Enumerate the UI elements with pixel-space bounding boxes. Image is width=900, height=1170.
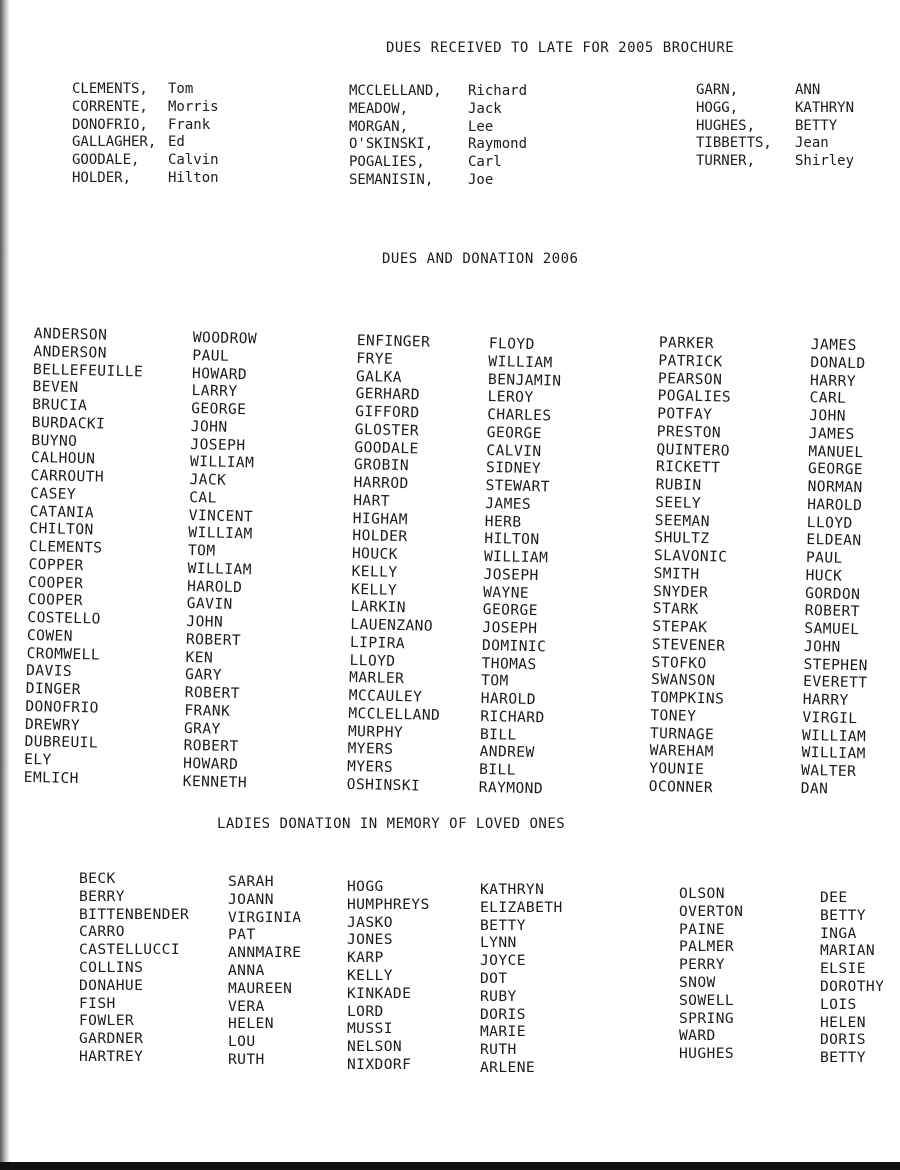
surname: MYERS [347,740,394,759]
first-name: KENNETH [182,772,248,792]
first-name: DOROTHY [820,977,885,995]
first-name: HOWARD [191,364,248,383]
first-name: ANNA [228,961,265,979]
surname: BUYNO [31,431,78,450]
surname: DONOFRIO, [72,116,148,133]
surname: SEMANISIN, [349,171,434,188]
first-name: BETTY [480,916,526,934]
first-name: HARRY [809,371,857,390]
first-name: Lee [468,118,494,135]
surname: SEELY [654,493,702,512]
first-name: BETTY [820,1049,866,1067]
surname: HOGG [347,878,384,895]
surname: CLEMENTS, [72,81,148,97]
first-name: Raymond [468,136,528,153]
surname: SWANSON [650,671,716,690]
surname: RICKETT [655,458,721,477]
first-name: HELEN [228,1015,274,1033]
first-name: ROBERT [804,602,861,621]
surname: QUINTERO [656,440,731,460]
first-name: MARIE [480,1023,526,1041]
surname: LORD [347,1002,384,1020]
first-name: Hilton [168,169,219,186]
surname: SLAVONIC [653,546,728,566]
first-name: GRAY [183,719,221,738]
surname: EMLICH [23,768,80,787]
surname: CASTELLUCCI [79,941,181,959]
first-name: RAYMOND [478,778,544,798]
surname: DAVIS [25,662,73,681]
surname: MORGAN, [349,118,409,135]
surname: STARK [652,600,699,619]
scan-edge-bottom [0,1162,900,1170]
first-name: INGA [820,924,857,942]
surname: CASEY [29,484,77,503]
surname: STEVENER [651,635,726,655]
surname: BURDACKI [31,413,106,433]
first-name-column [468,83,527,190]
surname: KELLY [351,562,398,581]
first-name: HERB [484,512,522,531]
first-name: WILLIAM [187,559,253,579]
first-name: Carl [468,154,502,171]
first-name: BETTY [795,117,838,134]
first-name: JOHN [190,417,228,436]
surname: PALMER [679,938,735,956]
surname: GARDNER [79,1030,144,1048]
first-name: LOU [228,1033,256,1051]
first-name: DONALD [810,353,866,372]
surname: HOLDER, [72,169,132,186]
first-name: GORDON [804,584,861,603]
surname: GIFFORD [355,402,420,422]
first-name: ELDEAN [806,531,862,550]
surname: GOODALE, [72,152,140,169]
surname: HARTREY [79,1047,144,1065]
first-name: EVERETT [802,673,868,692]
surname: OCONNER [648,777,714,797]
section-heading: LADIES DONATION IN MEMORY OF LOVED ONES [217,816,566,832]
first-name: HELEN [820,1013,866,1031]
surname: STOFKO [651,653,707,672]
first-name: KATHRYN [480,881,545,898]
surname: BECK [79,870,116,887]
first-name: HOWARD [182,754,239,774]
surname: LLOYD [349,651,396,670]
surname: HIGHAM [352,509,409,528]
surname: BRUCIA [32,395,88,415]
surname: DONOFRIO [25,697,100,717]
surname: GROBIN [353,456,410,475]
first-name: ROBERT [184,683,241,703]
surname: SHULTZ [654,529,710,548]
surname: BERRY [79,887,125,905]
first-name: DORIS [820,1031,866,1049]
first-name: SAMUEL [804,619,860,639]
first-name: RUBY [480,987,517,1005]
surname: MURPHY [347,722,404,741]
first-name: KEN [185,648,214,667]
surname: DINGER [25,679,82,699]
first-name: Morris [168,98,219,115]
surname: KELLY [347,966,393,984]
surname: CATANIA [29,502,95,521]
surname: FISH [79,994,116,1012]
surname: HOLDER [352,527,408,546]
first-name: GAVIN [186,595,233,614]
surname: MUSSI [347,1020,393,1038]
first-name-column [795,82,854,171]
surname: HUMPHREYS [347,895,430,913]
surname: GARN, [696,82,739,98]
surname: JONES [347,931,393,949]
surname: TURNAGE [649,724,715,743]
surname: CROMWELL [26,644,101,664]
first-name: FRANK [184,701,231,720]
first-name: WILLIAM [483,547,549,567]
first-name: JOYCE [480,952,526,970]
first-name-column [801,336,876,799]
first-name: SARAH [228,873,274,890]
first-name: ANDREW [479,743,535,762]
first-name: WILLIAM [801,744,867,763]
surname: COSTELLO [27,608,102,628]
surname: STEPAK [652,617,708,637]
surname-column [696,82,772,171]
first-name-column [228,873,302,1069]
first-name: MANUEL [808,442,864,461]
first-name: HAROLD [806,495,863,514]
surname: HOUCK [351,544,399,563]
first-name: RUTH [228,1050,265,1068]
first-name: ANNMAIRE [228,944,302,962]
surname: LARKIN [350,598,407,617]
first-name: Jack [468,100,502,117]
section-heading: DUES RECEIVED TO LATE FOR 2005 BROCHURE [386,40,735,56]
first-name: JAMES [810,336,857,355]
surname: COPPER [28,555,84,574]
first-name: DAN [800,779,829,798]
surname: PRESTON [656,422,722,442]
surname: CLEMENTS [28,537,103,557]
first-name: THOMAS [481,654,537,673]
first-name: STEWART [485,476,551,496]
surname: SMITH [653,564,700,583]
surname: KARP [347,949,384,967]
first-name: JOSEPH [482,618,538,638]
first-name: ARLENE [480,1058,536,1076]
surname: COOPER [27,591,84,610]
surname: PERRY [679,956,725,974]
surname: FRYE [356,349,394,368]
surname-column [79,870,189,1066]
first-name: ANN [795,82,821,98]
surname: WAREHAM [649,742,715,761]
surname: PEARSON [657,369,723,388]
surname: HOGG, [696,99,739,116]
first-name: BILL [478,760,517,779]
surname: LAUENZANO [350,615,434,635]
surname: POGALIES [657,387,732,406]
surname: CALHOUN [30,449,96,468]
first-name: WALTER [800,761,857,781]
first-name: RUTH [480,1041,517,1059]
surname: KINKADE [347,984,412,1002]
first-name: JOHN [803,637,841,656]
first-name: WILLIAM [188,524,253,543]
first-name: VIRGINIA [228,908,302,926]
first-name: HILTON [484,530,540,549]
surname: GALLAGHER, [72,134,157,151]
first-name: MARIAN [820,942,876,960]
first-name: LLOYD [806,513,853,532]
first-name: GEORGE [807,460,864,479]
first-name: Tom [168,81,194,97]
surname: HARROD [353,473,409,493]
first-name: GEORGE [482,601,539,620]
first-name: ROBERT [185,630,242,649]
first-name: RICHARD [480,707,545,727]
surname: PAINE [679,920,725,938]
surname-column [349,83,442,190]
surname: TIBBETTS, [696,135,772,152]
surname: TOMPKINS [650,688,725,708]
surname: MYERS [346,757,394,776]
first-name: Richard [468,83,528,99]
first-name: JOANN [228,890,274,908]
first-name: Jean [795,135,829,152]
first-name-column [480,881,563,1077]
first-name: BILL [479,725,517,744]
surname-column [649,334,733,797]
surname: ELY [23,750,52,769]
first-name: JOHN [186,612,224,631]
surname: SOWELL [679,991,735,1009]
surname: POTFAY [657,404,713,424]
first-name: JOSEPH [483,565,539,584]
surname: MCCAULEY [348,686,423,706]
first-name: Shirley [795,153,855,170]
surname-column [347,878,430,1074]
first-name: LOIS [820,995,857,1013]
first-name-column [479,335,563,798]
first-name: Frank [168,116,211,133]
first-name: DEE [820,889,848,906]
surname: NELSON [347,1038,403,1056]
surname: TURNER, [696,153,756,170]
surname: SNYDER [652,582,709,601]
surname: HUGHES [679,1045,735,1063]
surname: LIPIRA [349,633,406,652]
surname: DONAHUE [79,976,144,994]
first-name: JAMES [808,424,855,443]
surname-column [72,81,156,188]
first-name: ELIZABETH [480,898,563,916]
surname: SNOW [679,973,716,991]
surname: BELLEFEUILLE [32,360,144,380]
surname: OLSON [679,885,725,902]
surname: ANDERSON [33,325,108,344]
first-name: JAMES [484,494,532,513]
surname-column [679,885,743,1063]
first-name: MAUREEN [228,979,293,997]
first-name: WILLIAM [801,726,867,745]
surname: JASKO [347,913,393,931]
first-name: VIRGIL [802,708,858,727]
surname: PATRICK [658,351,723,371]
surname: GALKA [355,367,403,386]
surname: HUGHES, [696,117,756,134]
first-name: JOHN [809,406,847,425]
first-name: NORMAN [807,477,863,497]
first-name: SIDNEY [485,459,542,478]
surname: GOODALE [354,438,419,457]
surname: MARLER [348,669,405,688]
surname: OSHINSKI [346,775,421,795]
first-name: WOODROW [192,329,258,348]
surname: BEVEN [32,378,79,397]
first-name: GEORGE [486,423,543,442]
first-name: CHARLES [487,405,552,425]
surname: CARROUTH [30,466,105,486]
first-name: CARL [809,389,847,408]
surname: NIXDORF [347,1055,412,1073]
first-name: FLOYD [488,335,535,354]
surname: CARRO [79,923,125,941]
first-name: CAL [188,488,217,507]
surname: SEEMAN [654,511,711,530]
first-name: STEPHEN [803,655,869,674]
surname: GLOSTER [354,420,420,440]
surname: COLLINS [79,958,144,976]
first-name: TOM [480,672,509,690]
surname: YOUNIE [648,759,705,779]
first-name: WILLIAM [488,352,553,372]
surname: PARKER [658,334,715,353]
surname: CHILTON [29,520,94,539]
surname: FOWLER [79,1012,135,1030]
first-name: LYNN [480,934,517,952]
surname: ENFINGER [356,332,431,351]
surname: DREWRY [24,715,81,734]
surname: BITTENBENDER [79,905,190,923]
surname: WARD [679,1027,716,1045]
scan-edge-left [0,0,9,1170]
surname: KELLY [350,580,398,599]
surname-column [347,332,449,795]
first-name: WILLIAM [189,453,255,472]
first-name: VERA [228,997,265,1015]
first-name: TOM [187,541,216,560]
first-name: VINCENT [188,506,254,525]
first-name: BETTY [820,906,866,924]
surname: TONEY [650,706,697,725]
first-name: DORIS [480,1005,526,1023]
surname: COOPER [27,573,84,592]
first-name: GARY [184,666,223,684]
surname: POGALIES, [349,154,425,171]
surname: O'SKINSKI, [349,136,434,153]
first-name: HUCK [805,566,843,585]
first-name: HAROLD [186,577,243,596]
surname: CORRENTE, [72,98,148,115]
first-name: PAT [228,926,256,944]
first-name: GEORGE [191,399,247,419]
surname: RUBIN [655,475,702,495]
first-name: PAUL [805,548,843,567]
first-name: LEROY [487,388,534,407]
first-name: ROBERT [183,737,239,756]
first-name: Ed [168,134,185,151]
surname: GERHARD [355,385,421,404]
first-name: DOMINIC [481,636,547,656]
first-name: KATHRYN [795,99,855,116]
surname: MCCLELLAND [348,704,441,724]
surname: OVERTON [679,902,744,920]
first-name: Calvin [168,152,219,169]
surname: ANDERSON [33,342,108,362]
first-name: WAYNE [482,583,530,602]
surname: SPRING [679,1009,735,1027]
first-name: DOT [480,969,508,987]
surname: DUBREUIL [24,733,99,752]
first-name: Joe [468,171,494,188]
surname: HART [352,491,391,510]
first-name: JACK [189,470,227,489]
first-name: LARRY [191,382,238,401]
first-name: ELSIE [820,960,866,978]
surname: MCCLELLAND, [349,83,442,99]
first-name-column [183,329,258,792]
first-name: CALVIN [486,441,542,460]
first-name-column [168,81,219,188]
surname-column [24,325,145,789]
first-name: HARRY [802,690,849,709]
surname: COWEN [26,626,74,645]
first-name-column [820,889,884,1067]
first-name: HAROLD [480,689,537,709]
section-heading: DUES AND DONATION 2006 [382,251,579,267]
first-name: JOSEPH [190,435,246,454]
first-name: PAUL [192,346,230,365]
first-name: BENJAMIN [487,370,562,390]
surname: MEADOW, [349,100,409,117]
